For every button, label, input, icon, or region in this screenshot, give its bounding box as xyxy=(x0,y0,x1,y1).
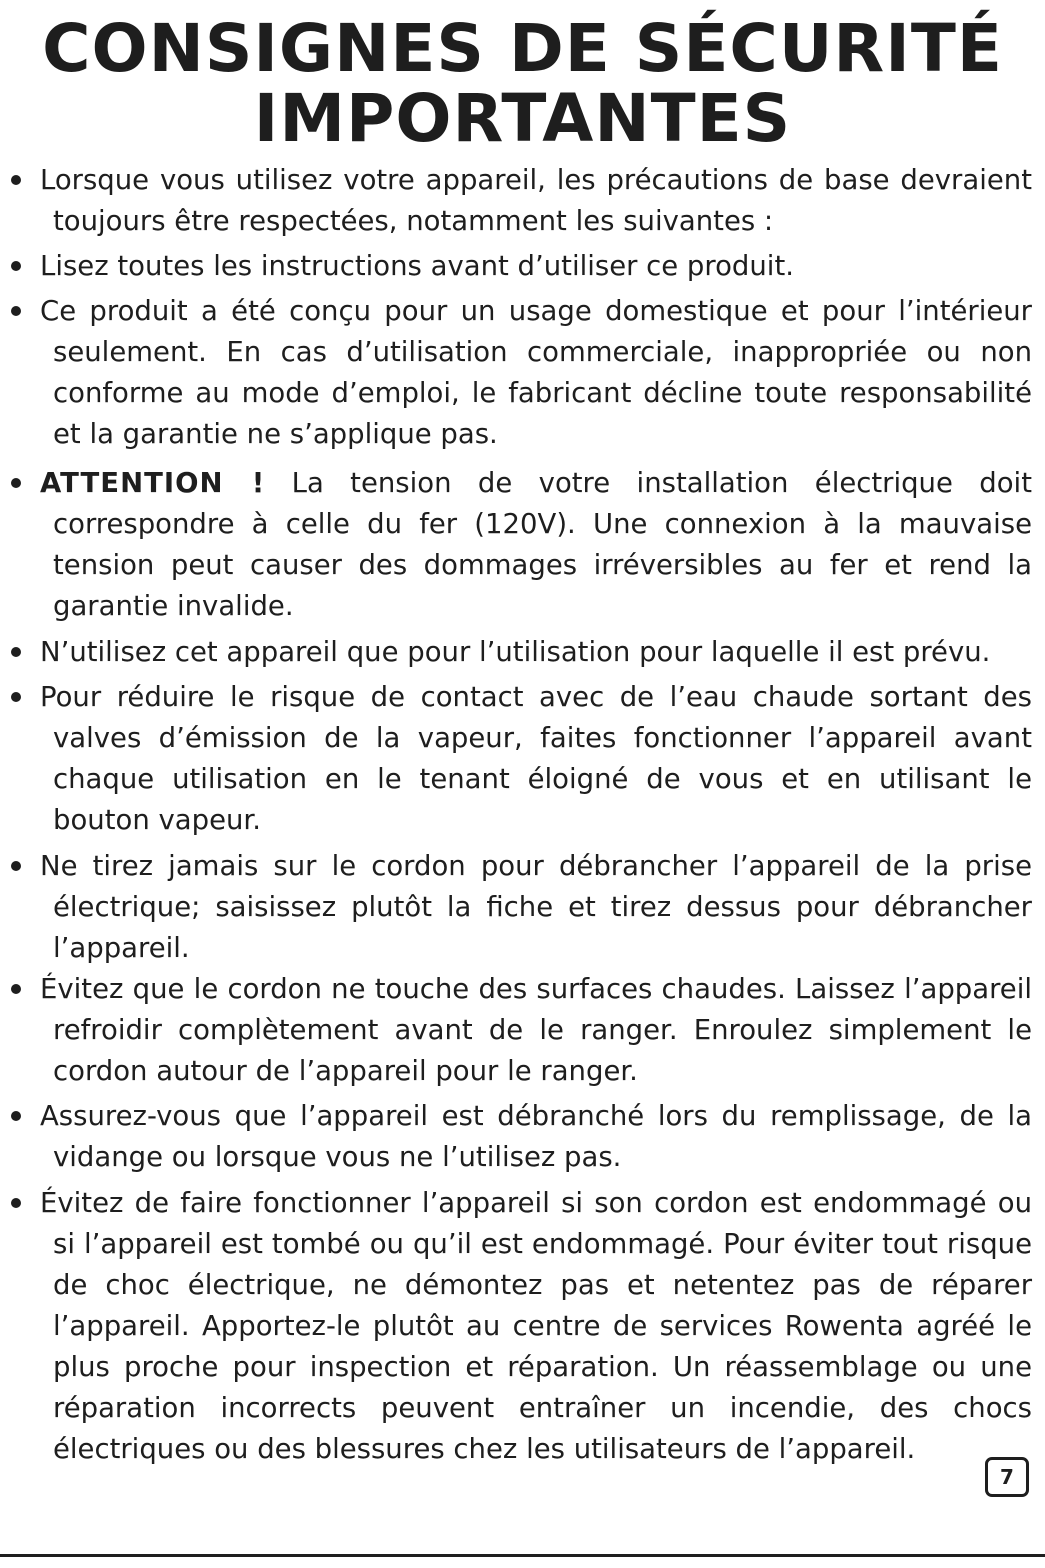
list-item-text: Ne tirez jamais sur le cordon pour débrancher l’appareil de la prise électrique; saisissez plutôt la fiche et tirez dessus pour débrancher l’appareil. xyxy=(40,850,1032,964)
bullet-icon xyxy=(11,1198,21,1208)
list-item-text: Ce produit a été conçu pour un usage domestique et pour l’intérieur seulement. En cas d’utilisation commerciale, inappropriée ou non conforme au mode d’emploi, le fabricant décline toute responsabilité et la garantie ne s’applique pas. xyxy=(40,295,1032,450)
page-title xyxy=(0,10,1045,157)
warning-label: ATTENTION ! xyxy=(40,467,266,499)
list-item-text: N’utilisez cet appareil que pour l’utilisation pour laquelle il est prévu. xyxy=(40,636,991,668)
list-item-text: Évitez que le cordon ne touche des surfaces chaudes. Laissez l’appareil refroidir complètement avant de le ranger. Enroulez simplement le cordon autour de l’appareil pour le ranger. xyxy=(40,973,1032,1087)
title-line-2: IMPORTANTES xyxy=(253,80,792,157)
title-line-1: CONSIGNES DE SÉCURITÉ xyxy=(42,10,1003,87)
list-item-text xyxy=(40,463,1032,627)
bullet-icon xyxy=(11,861,21,871)
bullet-icon xyxy=(11,306,21,316)
list-item-text: Lisez toutes les instructions avant d’utiliser ce produit. xyxy=(40,250,794,282)
list-item-text: Lorsque vous utilisez votre appareil, les précautions de base devraient toujours être respectées, notamment les suivantes : xyxy=(40,164,1032,237)
bullet-icon xyxy=(11,984,21,994)
bullet-icon xyxy=(11,478,21,488)
warning-text: La tension de votre installation électrique doit correspondre à celle du fer (120V). Une connexion à la mauvaise tension peut causer des dommages irréversibles au fer et rend la garantie invalide. xyxy=(53,467,1032,622)
page-number: 7 xyxy=(985,1457,1029,1497)
list-item-text: Assurez-vous que l’appareil est débranché lors du remplissage, de la vidange ou lorsque vous ne l’utilisez pas. xyxy=(40,1100,1032,1173)
bullet-icon xyxy=(11,175,21,185)
bullet-icon xyxy=(11,261,21,271)
list-item-text: Évitez de faire fonctionner l’appareil si son cordon est endommagé ou si l’appareil est tombé ou qu’il est endommagé. Pour éviter tout risque de choc électrique, ne démontez pas et netentez pas de réparer l’appareil. Apportez-le plutôt au centre de services Rowenta agréé le plus proche pour inspection et réparation. Un réassemblage ou une réparation incorrects peuvent entraîner un incendie, des chocs électriques ou des blessures chez les utilisateurs de l’appareil. xyxy=(40,1187,1032,1465)
bottom-divider xyxy=(0,1554,1045,1557)
list-item-text: Pour réduire le risque de contact avec de l’eau chaude sortant des valves d’émission de la vapeur, faites fonctionner l’appareil avant chaque utilisation en le tenant éloigné de vous et en utilisant le bouton vapeur. xyxy=(40,681,1032,836)
bullet-icon xyxy=(11,1111,21,1121)
bullet-icon xyxy=(11,647,21,657)
bullet-icon xyxy=(11,692,21,702)
